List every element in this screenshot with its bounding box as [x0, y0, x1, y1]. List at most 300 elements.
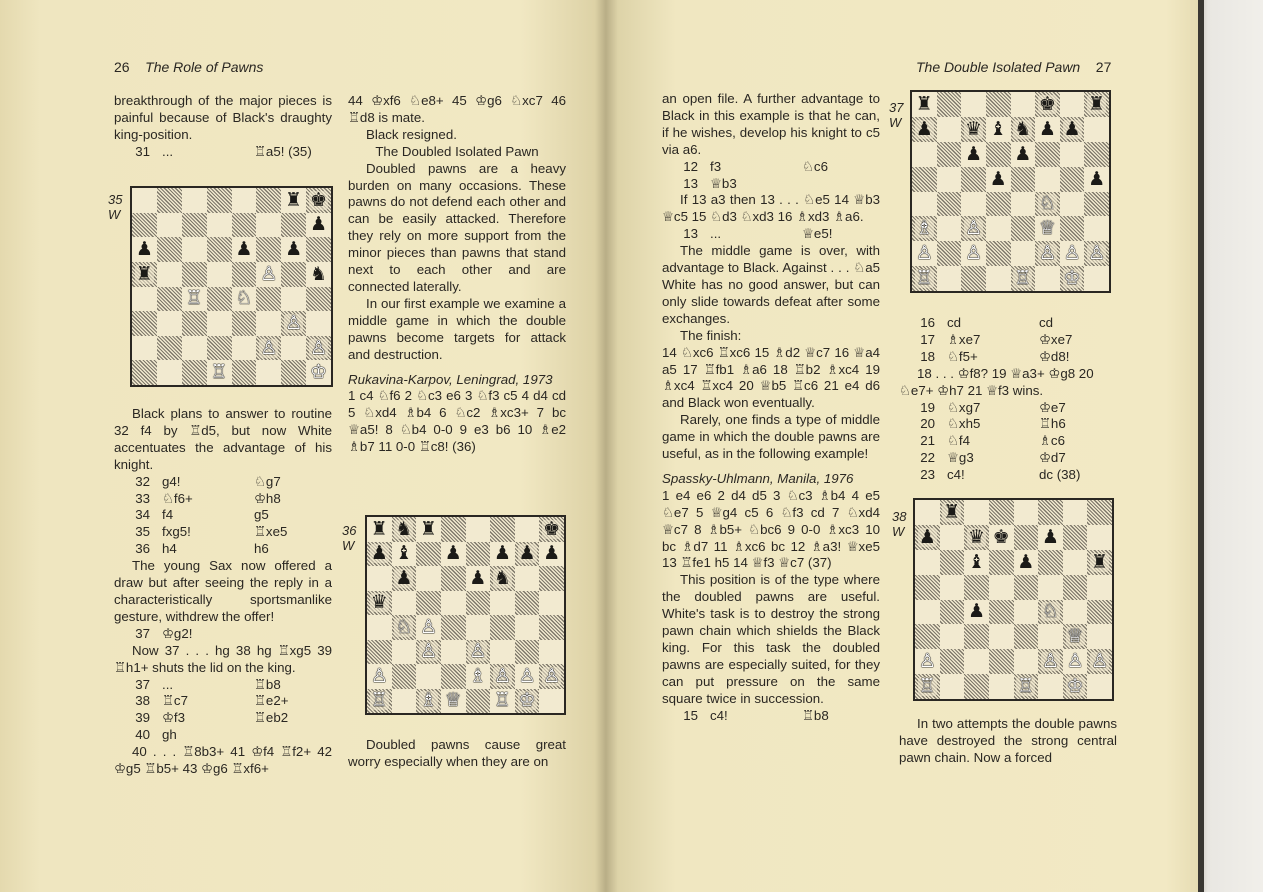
- move-line: 16 cd cd: [920, 315, 1054, 330]
- chess-piece-icon: ♜: [135, 262, 153, 285]
- board-square: [986, 241, 1011, 266]
- board-square: [940, 525, 965, 550]
- board-square: [1038, 624, 1063, 649]
- game-moves: 1 c4 ♘f6 2 ♘c3 e6 3 ♘f3 c5 4 d4 cd 5 ♘xd4 ♗b4 6 ♘c2 ♗xc3+ 7 bc ♕a5! 8 ♘b4 0-0 9 e3 b6 10 ♗e2 ♗b7 11 0-0 ♖c8! (36): [348, 388, 566, 455]
- section-heading: The Doubled Isolated Pawn: [375, 143, 539, 159]
- chess-piece-icon: ♙: [420, 640, 438, 663]
- chess-piece-icon: ♙: [1038, 242, 1056, 265]
- board-square: [441, 566, 466, 591]
- board-square: [1035, 266, 1060, 291]
- board-square: [132, 262, 157, 287]
- chess-diagram-37: [910, 90, 1111, 293]
- chess-piece-icon: ♚: [310, 188, 328, 211]
- board-square: [256, 311, 281, 336]
- board-square: [207, 188, 232, 213]
- chess-piece-icon: ♗: [915, 217, 933, 240]
- chess-piece-icon: ♙: [370, 664, 388, 687]
- board-square: [281, 188, 306, 213]
- board-square: [515, 689, 540, 714]
- board-square: [306, 237, 331, 262]
- board-square: [490, 517, 515, 542]
- board-square: [207, 360, 232, 385]
- board-square: [416, 517, 441, 542]
- board-square: [441, 615, 466, 640]
- board-square: [232, 237, 257, 262]
- board-square: [441, 517, 466, 542]
- chess-piece-icon: ♚: [992, 525, 1010, 548]
- board-square: [1063, 525, 1088, 550]
- board-square: [515, 640, 540, 665]
- board-square: [937, 92, 962, 117]
- chess-piece-icon: ♙: [1091, 650, 1109, 673]
- chess-piece-icon: ♟: [1041, 525, 1059, 548]
- move-line: 12 f3 ♘c6: [683, 158, 828, 174]
- board-square: [986, 117, 1011, 142]
- board-square: [232, 360, 257, 385]
- move-line: 13 ... ♕e5!: [683, 226, 833, 242]
- board-square: [1011, 92, 1036, 117]
- board-square: [281, 237, 306, 262]
- chess-piece-icon: ♜: [420, 517, 438, 540]
- board-square: [256, 213, 281, 238]
- chess-piece-icon: ♖: [493, 689, 511, 712]
- board-square: [441, 542, 466, 567]
- board-square: [392, 640, 417, 665]
- board-square: [1011, 266, 1036, 291]
- board-square: [937, 266, 962, 291]
- paragraph: The finish:: [680, 327, 742, 343]
- board-square: [132, 237, 157, 262]
- board-square: [367, 640, 392, 665]
- game-title: Rukavina-Karpov, Leningrad, 1973: [348, 371, 553, 387]
- board-square: [1038, 500, 1063, 525]
- board-square: [207, 237, 232, 262]
- right-col2-bottom: [899, 716, 1117, 767]
- board-square: [157, 213, 182, 238]
- chess-piece-icon: ♟: [395, 566, 413, 589]
- board-square: [539, 689, 564, 714]
- chess-piece-icon: ♟: [1017, 550, 1035, 573]
- board-square: [1038, 575, 1063, 600]
- board-square: [490, 640, 515, 665]
- chess-piece-icon: ♖: [915, 267, 933, 290]
- board-square: [1063, 674, 1088, 699]
- paragraph: an open file. A further advantage to Black in this example is that he can, if he wishes, develop his knight to c5 via a6.: [662, 91, 880, 157]
- chess-piece-icon: ♟: [1088, 167, 1106, 190]
- right-head-title: The Double Isolated Pawn: [916, 59, 1081, 75]
- chess-piece-icon: ♘: [395, 615, 413, 638]
- move-line: 19 ♘xg7 ♔e7: [920, 399, 1066, 415]
- move-line: 32 g4! ♘g7: [135, 473, 281, 489]
- board-square: [964, 600, 989, 625]
- board-square: [940, 550, 965, 575]
- board-square: [1084, 142, 1109, 167]
- board-square: [986, 167, 1011, 192]
- board-square: [132, 213, 157, 238]
- board-square: [1011, 216, 1036, 241]
- board-square: [1038, 674, 1063, 699]
- move-line: 21 ♘f4 ♗c6: [920, 433, 1065, 449]
- board-square: [207, 336, 232, 361]
- chess-diagram-38: [913, 498, 1114, 701]
- chess-piece-icon: ♙: [1088, 242, 1106, 265]
- chess-piece-icon: ♔: [1063, 267, 1081, 290]
- chess-piece-icon: ♟: [1014, 142, 1032, 165]
- board-square: [157, 262, 182, 287]
- chess-piece-icon: ♝: [989, 117, 1007, 140]
- board-square: [961, 142, 986, 167]
- board-square: [940, 649, 965, 674]
- board-square: [182, 188, 207, 213]
- board-square: [1060, 117, 1085, 142]
- chess-piece-icon: ♕: [1066, 625, 1084, 648]
- board-square: [1087, 500, 1112, 525]
- board-square: [961, 241, 986, 266]
- chess-piece-icon: ♟: [968, 600, 986, 623]
- board-square: [1084, 241, 1109, 266]
- chess-piece-icon: ♟: [1038, 117, 1056, 140]
- board-square: [961, 192, 986, 217]
- board-square: [306, 188, 331, 213]
- board-square: [256, 336, 281, 361]
- chess-piece-icon: ♟: [370, 542, 388, 565]
- board-square: [416, 542, 441, 567]
- chess-piece-icon: ♛: [965, 117, 983, 140]
- board-square: [416, 591, 441, 616]
- move-line: 18 ♘f5+ ♔d8!: [920, 348, 1070, 364]
- chess-piece-icon: ♖: [1014, 267, 1032, 290]
- chess-piece-icon: ♜: [370, 517, 388, 540]
- chess-piece-icon: ♚: [1038, 92, 1056, 115]
- board-square: [232, 213, 257, 238]
- board-square: [989, 575, 1014, 600]
- board-square: [132, 311, 157, 336]
- board-square: [1038, 550, 1063, 575]
- move-line: 23 c4! dc (38): [920, 467, 1081, 483]
- board-square: [1035, 192, 1060, 217]
- board-square: [989, 500, 1014, 525]
- chess-piece-icon: ♙: [1063, 242, 1081, 265]
- chess-piece-icon: ♙: [260, 262, 278, 285]
- board-square: [915, 525, 940, 550]
- board-square: [937, 216, 962, 241]
- paragraph: This position is of the type where the doubled pawns are useful. White's task is to destroy the strong pawn chain which shields the Black king. For this task the doubled pawns are especially suited, for they can put pressure on the same square twice in succession.: [662, 572, 880, 706]
- board-square: [1060, 266, 1085, 291]
- board-square: [940, 575, 965, 600]
- board-square: [1011, 142, 1036, 167]
- board-square: [964, 575, 989, 600]
- board-square: [182, 237, 207, 262]
- board-square: [281, 336, 306, 361]
- board-square: [1014, 674, 1039, 699]
- left-col2-top: [348, 93, 566, 456]
- chess-piece-icon: ♙: [310, 336, 328, 359]
- board-square: [964, 649, 989, 674]
- board-square: [989, 649, 1014, 674]
- move-list: [899, 400, 1119, 485]
- board-square: [937, 142, 962, 167]
- board-square: [1060, 241, 1085, 266]
- board-square: [515, 615, 540, 640]
- board-square: [416, 689, 441, 714]
- chess-piece-icon: ♜: [943, 500, 961, 523]
- board-square: [1060, 167, 1085, 192]
- board-square: [915, 500, 940, 525]
- board-square: [1063, 649, 1088, 674]
- board-square: [961, 266, 986, 291]
- chess-piece-icon: ♘: [1038, 192, 1056, 215]
- board-square: [1060, 216, 1085, 241]
- board-square: [1084, 117, 1109, 142]
- move-line: 33 ♘f6+ ♔h8: [135, 490, 281, 506]
- chess-piece-icon: ♟: [135, 238, 153, 261]
- board-square: [306, 336, 331, 361]
- move-line: 35 fxg5! ♖xe5: [135, 524, 288, 540]
- board-square: [1035, 92, 1060, 117]
- board-square: [989, 674, 1014, 699]
- chess-piece-icon: ♘: [235, 287, 253, 310]
- board-square: [256, 188, 281, 213]
- board-square: [1063, 575, 1088, 600]
- board-square: [466, 566, 491, 591]
- board-square: [1038, 649, 1063, 674]
- board-square: [1035, 216, 1060, 241]
- chess-piece-icon: ♛: [370, 591, 388, 614]
- board-square: [207, 213, 232, 238]
- chess-piece-icon: ♗: [420, 689, 438, 712]
- board-square: [986, 216, 1011, 241]
- chess-piece-icon: ♙: [918, 650, 936, 673]
- board-square: [940, 600, 965, 625]
- book-edge: [1198, 0, 1263, 892]
- chess-piece-icon: ♙: [518, 664, 536, 687]
- move-line: 15 c4! ♖b8: [683, 707, 829, 723]
- board-square: [392, 591, 417, 616]
- move-line: 22 ♕g3 ♔d7: [920, 450, 1066, 466]
- game-title: Spassky-Uhlmann, Manila, 1976: [662, 470, 854, 486]
- board-square: [1063, 550, 1088, 575]
- move-line: 40 gh: [135, 727, 177, 743]
- board-square: [915, 575, 940, 600]
- board-square: [416, 640, 441, 665]
- board-square: [1011, 241, 1036, 266]
- board-square: [281, 287, 306, 312]
- paragraph: Now 37 . . . hg 38 hg ♖xg5 39 ♖h1+ shuts the lid on the king.: [114, 642, 332, 675]
- board-square: [392, 517, 417, 542]
- board-square: [986, 266, 1011, 291]
- chess-piece-icon: ♖: [370, 689, 388, 712]
- move-line: 38 ♖c7 ♖e2+: [135, 693, 289, 709]
- board-square: [940, 500, 965, 525]
- chess-diagram-35: [130, 186, 333, 387]
- board-square: [466, 689, 491, 714]
- board-square: [306, 287, 331, 312]
- board-square: [416, 664, 441, 689]
- left-page-number: 26: [114, 59, 130, 75]
- board-square: [232, 287, 257, 312]
- chess-piece-icon: ♙: [543, 664, 561, 687]
- chess-piece-icon: ♟: [915, 117, 933, 140]
- chess-piece-icon: ♟: [1063, 117, 1081, 140]
- board-square: [232, 336, 257, 361]
- board-square: [915, 624, 940, 649]
- board-square: [912, 142, 937, 167]
- board-square: [392, 615, 417, 640]
- board-square: [1014, 525, 1039, 550]
- board-square: [989, 624, 1014, 649]
- right-page-number: 27: [1095, 59, 1112, 75]
- board-square: [182, 213, 207, 238]
- board-square: [912, 92, 937, 117]
- board-square: [1011, 167, 1036, 192]
- chess-piece-icon: ♙: [965, 242, 983, 265]
- board-square: [1038, 600, 1063, 625]
- board-square: [416, 615, 441, 640]
- chess-piece-icon: ♗: [469, 664, 487, 687]
- board-square: [964, 525, 989, 550]
- board-square: [132, 188, 157, 213]
- board-square: [539, 591, 564, 616]
- board-square: [256, 360, 281, 385]
- left-col1-top: [114, 93, 332, 161]
- board-square: [915, 550, 940, 575]
- board-square: [940, 624, 965, 649]
- board-square: [232, 188, 257, 213]
- board-square: [1011, 117, 1036, 142]
- board-square: [1014, 600, 1039, 625]
- board-square: [1060, 92, 1085, 117]
- board-square: [182, 360, 207, 385]
- chess-piece-icon: ♟: [918, 525, 936, 548]
- left-running-head: [114, 59, 263, 75]
- move-line: 13 ♕b3: [683, 175, 737, 191]
- board-square: [937, 167, 962, 192]
- board-square: [1035, 142, 1060, 167]
- board-square: [1087, 550, 1112, 575]
- board-square: [1014, 575, 1039, 600]
- board-square: [515, 566, 540, 591]
- board-square: [1084, 192, 1109, 217]
- move-line: 34 f4 g5: [135, 507, 269, 523]
- chess-diagram-36: [365, 515, 566, 715]
- chess-piece-icon: ♙: [285, 311, 303, 334]
- board-square: [306, 311, 331, 336]
- chess-piece-icon: ♖: [210, 361, 228, 384]
- move-list: [899, 315, 1119, 366]
- board-square: [490, 566, 515, 591]
- board-square: [986, 92, 1011, 117]
- board-square: [961, 216, 986, 241]
- chess-piece-icon: ♛: [968, 525, 986, 548]
- board-square: [915, 649, 940, 674]
- chess-piece-icon: ♝: [395, 542, 413, 565]
- board-square: [1035, 167, 1060, 192]
- board-square: [367, 542, 392, 567]
- board-square: [1087, 600, 1112, 625]
- board-square: [182, 311, 207, 336]
- board-square: [515, 517, 540, 542]
- paragraph: 40 . . . ♖8b3+ 41 ♔f4 ♖f2+ 42 ♔g5 ♖b5+ 43 ♔g6 ♖xf6+: [114, 744, 332, 777]
- paragraph: If 13 a3 then 13 . . . ♘e5 14 ♕b3 ♕c5 15 ♘d3 ♘xd3 16 ♗xd3 ♗a6.: [662, 192, 880, 225]
- chess-piece-icon: ♞: [1014, 117, 1032, 140]
- board-square: [182, 287, 207, 312]
- left-col2-bottom: [348, 737, 566, 771]
- left-head-title: The Role of Pawns: [145, 59, 264, 75]
- board-square: [1063, 500, 1088, 525]
- board-square: [1060, 142, 1085, 167]
- board-square: [367, 689, 392, 714]
- board-square: [490, 689, 515, 714]
- paragraph: The middle game is over, with advantage to Black. Against . . . ♘a5 White has no good answer, but can only slide towards defeat after some exchanges.: [662, 243, 880, 326]
- board-square: [157, 188, 182, 213]
- chess-piece-icon: ♙: [260, 336, 278, 359]
- move-line: 37 ♔g2!: [135, 625, 193, 641]
- paragraph: 14 ♘xc6 ♖xc6 15 ♗d2 ♕c7 16 ♕a4 a5 17 ♖fb1 ♗a6 18 ♖b2 ♗xc4 19 ♗xc4 ♖xc4 20 ♕b5 ♖c6 21 e4 d6 and Black won eventually.: [662, 344, 880, 411]
- chess-piece-icon: ♘: [1041, 600, 1059, 623]
- board-square: [182, 262, 207, 287]
- board-square: [256, 287, 281, 312]
- board-square: [912, 117, 937, 142]
- board-square: [937, 192, 962, 217]
- chess-piece-icon: ♔: [1066, 675, 1084, 698]
- chess-piece-icon: ♜: [1088, 92, 1106, 115]
- board-square: [961, 92, 986, 117]
- board-square: [416, 566, 441, 591]
- board-square: [490, 542, 515, 567]
- move-line: 20 ♘xh5 ♖h6: [920, 416, 1066, 432]
- chess-piece-icon: ♙: [420, 615, 438, 638]
- diagram37-label: 37 W: [889, 100, 904, 130]
- board-square: [937, 241, 962, 266]
- board-square: [441, 689, 466, 714]
- board-square: [157, 237, 182, 262]
- board-square: [392, 566, 417, 591]
- chess-piece-icon: ♟: [285, 238, 303, 261]
- board-square: [1014, 649, 1039, 674]
- board-square: [964, 674, 989, 699]
- board-square: [1087, 525, 1112, 550]
- board-square: [132, 336, 157, 361]
- chess-piece-icon: ♟: [965, 142, 983, 165]
- board-square: [940, 674, 965, 699]
- board-square: [989, 525, 1014, 550]
- chess-piece-icon: ♚: [543, 517, 561, 540]
- board-square: [306, 213, 331, 238]
- board-square: [1035, 117, 1060, 142]
- board-square: [207, 262, 232, 287]
- board-square: [1084, 216, 1109, 241]
- board-square: [1084, 92, 1109, 117]
- board-square: [964, 624, 989, 649]
- board-square: [1014, 550, 1039, 575]
- board-square: [961, 167, 986, 192]
- chess-piece-icon: ♙: [965, 217, 983, 240]
- diagram38-label: 38 W: [892, 509, 907, 539]
- paragraph: breakthrough of the major pieces is painful because of Black's draughty king-position.: [114, 93, 332, 142]
- board-square: [539, 542, 564, 567]
- board-square: [232, 262, 257, 287]
- board-square: [915, 674, 940, 699]
- board-square: [912, 241, 937, 266]
- board-square: [490, 591, 515, 616]
- board-square: [989, 600, 1014, 625]
- chess-piece-icon: ♕: [444, 689, 462, 712]
- board-square: [986, 142, 1011, 167]
- board-square: [466, 640, 491, 665]
- board-square: [1087, 575, 1112, 600]
- move-list: [114, 677, 332, 745]
- board-square: [306, 360, 331, 385]
